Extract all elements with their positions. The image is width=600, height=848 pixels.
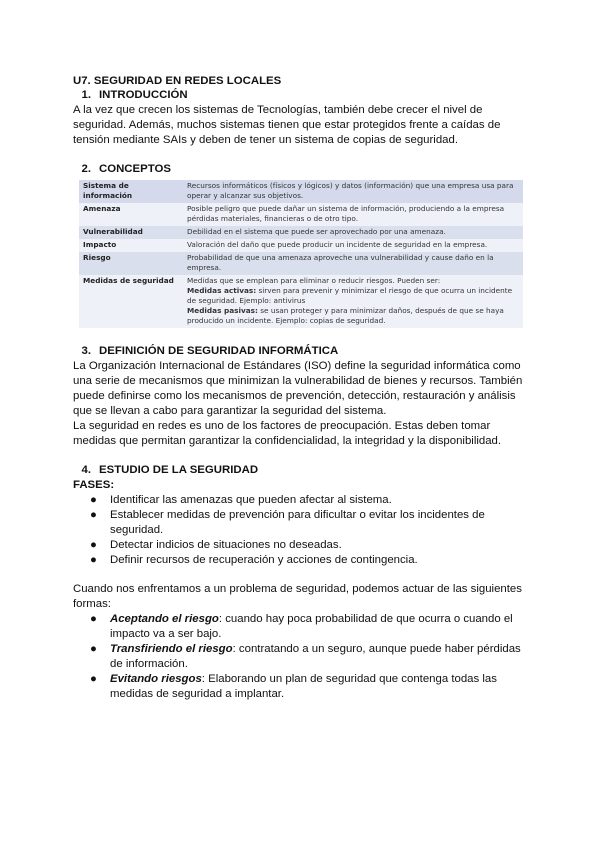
phases-list (73, 493, 531, 568)
document-body (73, 74, 531, 702)
list-item (73, 642, 531, 672)
list-item-text: Establecer medidas de prevención para dificultar o evitar los incidentes de seguridad. (110, 509, 485, 536)
section-title: DEFINICIÓN DE SEGURIDAD INFORMÁTICA (99, 345, 339, 357)
list-item (73, 553, 531, 568)
passive-measures-label: Medidas pasivas: (187, 306, 258, 315)
term-cell: Amenaza (79, 203, 183, 226)
term-cell: Impacto (79, 239, 183, 252)
section-number: 3. (81, 345, 91, 357)
bullet-icon: ● (90, 539, 97, 551)
table-row (79, 239, 523, 252)
forms-list (73, 612, 531, 702)
definition-paragraph-2: La seguridad en redes es uno de los factores de preocupación. Estas deben tomar medidas que permitan garantizar la confidencialidad, la integridad y la disponibilidad. (73, 420, 502, 447)
bullet-icon: ● (90, 673, 97, 685)
list-item-text: Definir recursos de recuperación y acciones de contingencia. (110, 554, 418, 566)
form-text: : Elaborando un plan de seguridad que contenga todas las medidas de seguridad a implantar. (110, 673, 497, 700)
definition-cell (183, 275, 523, 328)
section-heading-conceptos (73, 162, 531, 177)
section-heading-estudio (73, 463, 531, 478)
section-title: INTRODUCCIÓN (99, 89, 188, 101)
form-label: Transfiriendo el riesgo (110, 643, 233, 655)
list-item (73, 508, 531, 538)
term-cell: Vulnerabilidad (79, 226, 183, 239)
list-item (73, 672, 531, 702)
list-item (73, 493, 531, 508)
list-item-text: Identificar las amenazas que pueden afectar al sistema. (110, 494, 392, 506)
active-measures (187, 286, 519, 306)
form-text: : contratando a un seguro, aunque puede haber pérdidas de información. (110, 643, 521, 670)
bullet-icon: ● (90, 613, 97, 625)
term-cell: Riesgo (79, 252, 183, 275)
definition-cell: Probabilidad de que una amenaza aproveche una vulnerabilidad y cause daño en la empresa. (183, 252, 523, 275)
phases-label: FASES: (73, 479, 115, 491)
document-title: U7. SEGURIDAD EN REDES LOCALES (73, 75, 282, 87)
passive-measures-text: se usan proteger y para minimizar daños, después de que se haya producido un incidente. Ejemplo: copias de seguridad. (187, 306, 504, 325)
active-measures-text: sirven para prevenir y minimizar el riesgo de que ocurra un incidente de seguridad. Ejemplo: antivirus (187, 286, 513, 305)
definition-cell: Valoración del daño que puede producir un incidente de seguridad en la empresa. (183, 239, 523, 252)
section-heading-intro (73, 88, 531, 103)
table-row (79, 226, 523, 239)
section-title: CONCEPTOS (99, 163, 171, 175)
table-row (79, 275, 523, 328)
definition-cell: Debilidad en el sistema que puede ser aprovechado por una amenaza. (183, 226, 523, 239)
section-heading-definicion (73, 344, 531, 359)
passive-measures (187, 306, 519, 326)
term-cell: Medidas de seguridad (79, 275, 183, 328)
section-number: 2. (81, 163, 91, 175)
bullet-icon: ● (90, 494, 97, 506)
table-row (79, 180, 523, 203)
bullet-icon: ● (90, 509, 97, 521)
measures-intro: Medidas que se emplean para eliminar o reducir riesgos. Pueden ser: (187, 276, 441, 285)
definition-cell: Recursos informáticos (físicos y lógicos) y datos (información) que una empresa usa para operar y alcanzar sus objetivos. (183, 180, 523, 203)
active-measures-label: Medidas activas: (187, 286, 257, 295)
list-item (73, 612, 531, 642)
forms-intro: Cuando nos enfrentamos a un problema de seguridad, podemos actuar de las siguientes formas: (73, 583, 522, 610)
form-label: Evitando riesgos (110, 673, 202, 685)
term-cell: Sistema de información (79, 180, 183, 203)
definition-cell: Posible peligro que puede dañar un sistema de información, produciendo a la empresa pérdidas materiales, financieras o de otro tipo. (183, 203, 523, 226)
bullet-icon: ● (90, 643, 97, 655)
intro-paragraph: A la vez que crecen los sistemas de Tecnologías, también debe crecer el nivel de seguridad. Además, muchos sistemas tienen que estar protegidos frente a caídas de tensión mediante SAIs y deben de tener un sistema de copias de seguridad. (73, 104, 501, 146)
table-row (79, 252, 523, 275)
section-number: 4. (81, 464, 91, 476)
list-item-text: Detectar indicios de situaciones no deseadas. (110, 539, 342, 551)
table-row (79, 203, 523, 226)
form-label: Aceptando el riesgo (110, 613, 219, 625)
section-title: ESTUDIO DE LA SEGURIDAD (99, 464, 259, 476)
definition-paragraph-1: La Organización Internacional de Estándares (ISO) define la seguridad informática como una serie de mecanismos que minimizan la vulnerabilidad de bienes y recursos. También puede definirse como los mecanismos de prevención, detección, restauración y análisis que se llevan a cabo para garantizar la seguridad del sistema. (73, 360, 523, 417)
concepts-table (79, 180, 523, 328)
form-text: : cuando hay poca probabilidad de que ocurra o cuando el impacto va a ser bajo. (110, 613, 513, 640)
bullet-icon: ● (90, 554, 97, 566)
section-number: 1. (81, 89, 91, 101)
list-item (73, 538, 531, 553)
